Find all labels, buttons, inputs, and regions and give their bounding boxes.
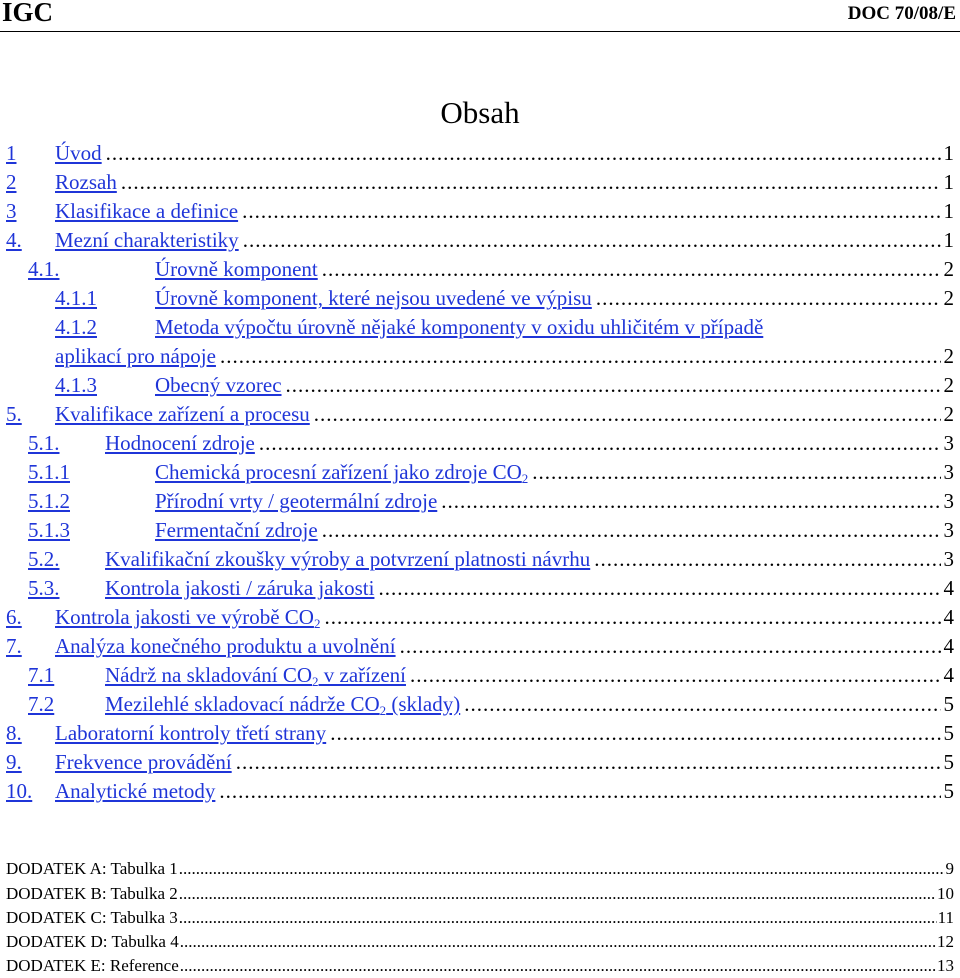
toc-leader-dots <box>220 343 941 369</box>
toc-entry-page: 2 <box>943 402 954 426</box>
toc-entry-title[interactable]: Fermentační zdroje <box>155 518 318 542</box>
toc-leader-dots <box>286 372 941 398</box>
toc-entry-page: 2 <box>943 286 954 310</box>
toc-entry-number[interactable]: 5.1.3 <box>28 518 70 542</box>
toc-entry[interactable] <box>6 662 954 688</box>
toc-leader-dots <box>322 256 941 282</box>
toc-entry-number[interactable]: 5.1.2 <box>28 489 70 513</box>
toc-leader-dots <box>322 517 941 543</box>
toc-entry[interactable] <box>6 372 954 398</box>
toc-entry-number[interactable]: 7. <box>6 634 22 658</box>
toc-leader-dots <box>532 459 940 485</box>
toc-entry-number[interactable]: 7.2 <box>28 692 55 716</box>
toc-entry-title-continued[interactable]: aplikací pro nápoje <box>55 344 216 368</box>
toc-leader-dots <box>219 778 940 804</box>
toc-entry-page: 1 <box>943 170 954 194</box>
appendix-page: 13 <box>937 956 954 975</box>
toc-leader-dots <box>410 662 941 688</box>
toc-entry[interactable] <box>6 546 954 572</box>
toc-entry-title[interactable]: Obecný vzorec <box>155 373 282 397</box>
toc-entry[interactable] <box>6 517 954 543</box>
toc-entry-page: 3 <box>943 518 954 542</box>
toc-entry-page: 3 <box>943 460 954 484</box>
toc-entry-title[interactable]: Nádrž na skladování $CO_2$ v zařízení <box>105 663 406 689</box>
toc-entry-page: 5 <box>943 779 954 803</box>
toc-entry-continuation[interactable] <box>6 343 954 369</box>
toc-entry-number[interactable]: 4. <box>6 228 22 252</box>
toc-entry[interactable] <box>6 633 954 659</box>
header-doc-id: DOC 70/08/E <box>847 3 956 24</box>
appendix-entry[interactable] <box>6 930 954 954</box>
toc-leader-dots <box>441 488 940 514</box>
toc-entry-title[interactable]: Kvalifikační zkoušky výroby a potvrzení platnosti návrhu <box>105 547 591 571</box>
toc-entry-page: 1 <box>943 141 954 165</box>
appendix-title[interactable]: DODATEK C: Tabulka 3 <box>6 908 178 927</box>
toc-leader-dots <box>314 401 941 427</box>
toc-entry-title[interactable]: Kontrola jakosti ve výrobě $CO_2$ <box>55 605 321 631</box>
toc-entry-number[interactable]: 3 <box>6 199 17 223</box>
toc-entry-page: 5 <box>943 721 954 745</box>
toc-entry-title[interactable]: Laboratorní kontroly třetí strany <box>55 721 327 745</box>
page-header <box>0 0 960 30</box>
toc-leader-dots <box>324 604 940 630</box>
appendix-page: 9 <box>945 859 954 878</box>
subscript-2: 2 <box>379 703 387 718</box>
toc-entry-number[interactable]: 5.1. <box>28 431 60 455</box>
toc-entry[interactable] <box>6 604 954 630</box>
toc-entry[interactable] <box>6 488 954 514</box>
toc-entry-number[interactable]: 4.1.1 <box>55 286 97 310</box>
toc-entry-page: 5 <box>943 692 954 716</box>
toc-entry-number[interactable]: 1 <box>6 141 17 165</box>
toc-entry[interactable] <box>6 140 954 166</box>
toc-entry-number[interactable]: 2 <box>6 170 17 194</box>
toc-entry-number[interactable]: 8. <box>6 721 22 745</box>
toc-entry-title[interactable]: Analýza konečného produktu a uvolnění <box>55 634 396 658</box>
toc-entry-page: 2 <box>943 344 954 368</box>
toc-entry[interactable] <box>6 749 954 775</box>
toc-entry-number[interactable]: 5.1.1 <box>28 460 70 484</box>
toc-entry-title[interactable]: Chemická procesní zařízení jako zdroje $CO_2$ <box>155 460 529 486</box>
toc-entry-number[interactable]: 4.1.3 <box>55 373 97 397</box>
toc-entry-page: 1 <box>943 199 954 223</box>
toc-entry-title[interactable]: Analytické metody <box>55 779 216 803</box>
toc-entry-title[interactable]: Metoda výpočtu úrovně nějaké komponenty v oxidu uhličitém v případě <box>155 315 764 339</box>
toc-entry-number[interactable]: 5. <box>6 402 22 426</box>
toc-entry-page: 1 <box>943 228 954 252</box>
toc-entry[interactable] <box>6 459 954 485</box>
toc-entry[interactable] <box>6 575 954 601</box>
toc-entry-title[interactable]: Kontrola jakosti / záruka jakosti <box>105 576 375 600</box>
toc-entry-page: 3 <box>943 431 954 455</box>
toc-entry[interactable] <box>6 198 954 224</box>
toc-leader-dots <box>121 169 941 195</box>
toc-leader-dots <box>464 691 940 717</box>
toc-entry-number[interactable]: 5.2. <box>28 547 60 571</box>
appendix-entry[interactable] <box>6 857 954 881</box>
header-rule <box>0 31 960 32</box>
toc-entry-page: 2 <box>943 373 954 397</box>
toc-entry-number[interactable]: 4.1.2 <box>55 315 97 339</box>
toc-leader-dots <box>400 633 941 659</box>
appendix-page: 11 <box>937 908 954 927</box>
toc-entry-title[interactable]: Klasifikace a definice <box>55 199 239 223</box>
toc-entry[interactable] <box>6 401 954 427</box>
toc-entry-number[interactable]: 4.1. <box>28 257 60 281</box>
appendix-page: 10 <box>937 884 954 903</box>
toc-entry-page: 4 <box>943 634 954 658</box>
toc-entry[interactable] <box>6 314 954 340</box>
toc-entry-page: 3 <box>943 489 954 513</box>
subscript-2: 2 <box>312 674 319 689</box>
toc-entry-number[interactable]: 6. <box>6 605 22 629</box>
toc-entry-title[interactable]: Přírodní vrty / geotermální zdroje <box>155 489 438 513</box>
toc-entry-number[interactable]: 10. <box>6 779 33 803</box>
toc-entry[interactable] <box>6 720 954 746</box>
page-title: Obsah <box>440 95 520 130</box>
toc-leader-dots <box>242 198 940 224</box>
toc-entry-page: 5 <box>943 750 954 774</box>
toc-entry-title[interactable]: Kvalifikace zařízení a procesu <box>55 402 310 426</box>
toc-entry-title[interactable]: Rozsah <box>55 170 117 194</box>
appendix-leader-dots <box>179 906 937 930</box>
toc-leader-dots <box>596 285 941 311</box>
toc-entry[interactable] <box>6 285 954 311</box>
appendix-entry[interactable] <box>6 954 954 978</box>
appendix-leader-dots <box>179 857 945 881</box>
subscript-2: 2 <box>521 471 529 486</box>
appendix-title[interactable]: DODATEK A: Tabulka 1 <box>6 859 178 878</box>
toc-entry-title[interactable]: Frekvence provádění <box>55 750 232 774</box>
appendix-leader-dots <box>180 930 936 954</box>
toc-entry-title[interactable]: Úrovně komponent, které nejsou uvedené ve výpisu <box>155 286 592 310</box>
appendix-entry[interactable] <box>6 906 954 930</box>
toc-entry[interactable] <box>6 430 954 456</box>
appendix-leader-dots <box>180 954 936 978</box>
toc-leader-dots <box>243 227 941 253</box>
toc-leader-dots <box>259 430 941 456</box>
toc-leader-dots <box>106 140 941 166</box>
toc-leader-dots <box>330 720 940 746</box>
toc-entry-page: 4 <box>943 576 954 600</box>
toc-entry-number[interactable]: 5.3. <box>28 576 60 600</box>
toc-entry[interactable] <box>6 169 954 195</box>
toc-leader-dots <box>594 546 940 572</box>
toc-leader-dots <box>378 575 940 601</box>
toc-entry-number[interactable]: 7.1 <box>28 663 55 687</box>
appendix-page: 12 <box>937 932 954 951</box>
appendix-entry[interactable] <box>6 882 954 906</box>
header-org: IGC <box>2 0 54 27</box>
appendix-title[interactable]: DODATEK B: Tabulka 2 <box>6 884 178 903</box>
toc-entry-title[interactable]: Úrovně komponent <box>155 257 318 281</box>
appendix-title[interactable]: DODATEK D: Tabulka 4 <box>6 932 179 951</box>
toc-leader-dots <box>236 749 941 775</box>
appendix-leader-dots <box>179 882 936 906</box>
toc-entry-number[interactable]: 9. <box>6 750 22 774</box>
appendix-title[interactable]: DODATEK E: Reference <box>6 956 179 975</box>
toc-entry-page: 3 <box>943 547 954 571</box>
toc-entry-page: 4 <box>943 663 954 687</box>
toc-entry-title[interactable]: Mezní charakteristiky <box>55 228 239 252</box>
toc-entry-page: 2 <box>943 257 954 281</box>
toc-entry-page: 4 <box>943 605 954 629</box>
toc-entry-title[interactable]: Úvod <box>55 141 102 165</box>
toc-entry[interactable] <box>6 256 954 282</box>
toc-entry-title[interactable]: Mezilehlé skladovací nádrže $CO_2$ (sklady) <box>105 692 461 718</box>
toc-entry-title[interactable]: Hodnocení zdroje <box>105 431 255 455</box>
subscript-2: 2 <box>313 616 321 631</box>
toc-entry[interactable] <box>6 691 954 717</box>
toc-entry[interactable] <box>6 778 954 804</box>
toc-entry[interactable] <box>6 227 954 253</box>
